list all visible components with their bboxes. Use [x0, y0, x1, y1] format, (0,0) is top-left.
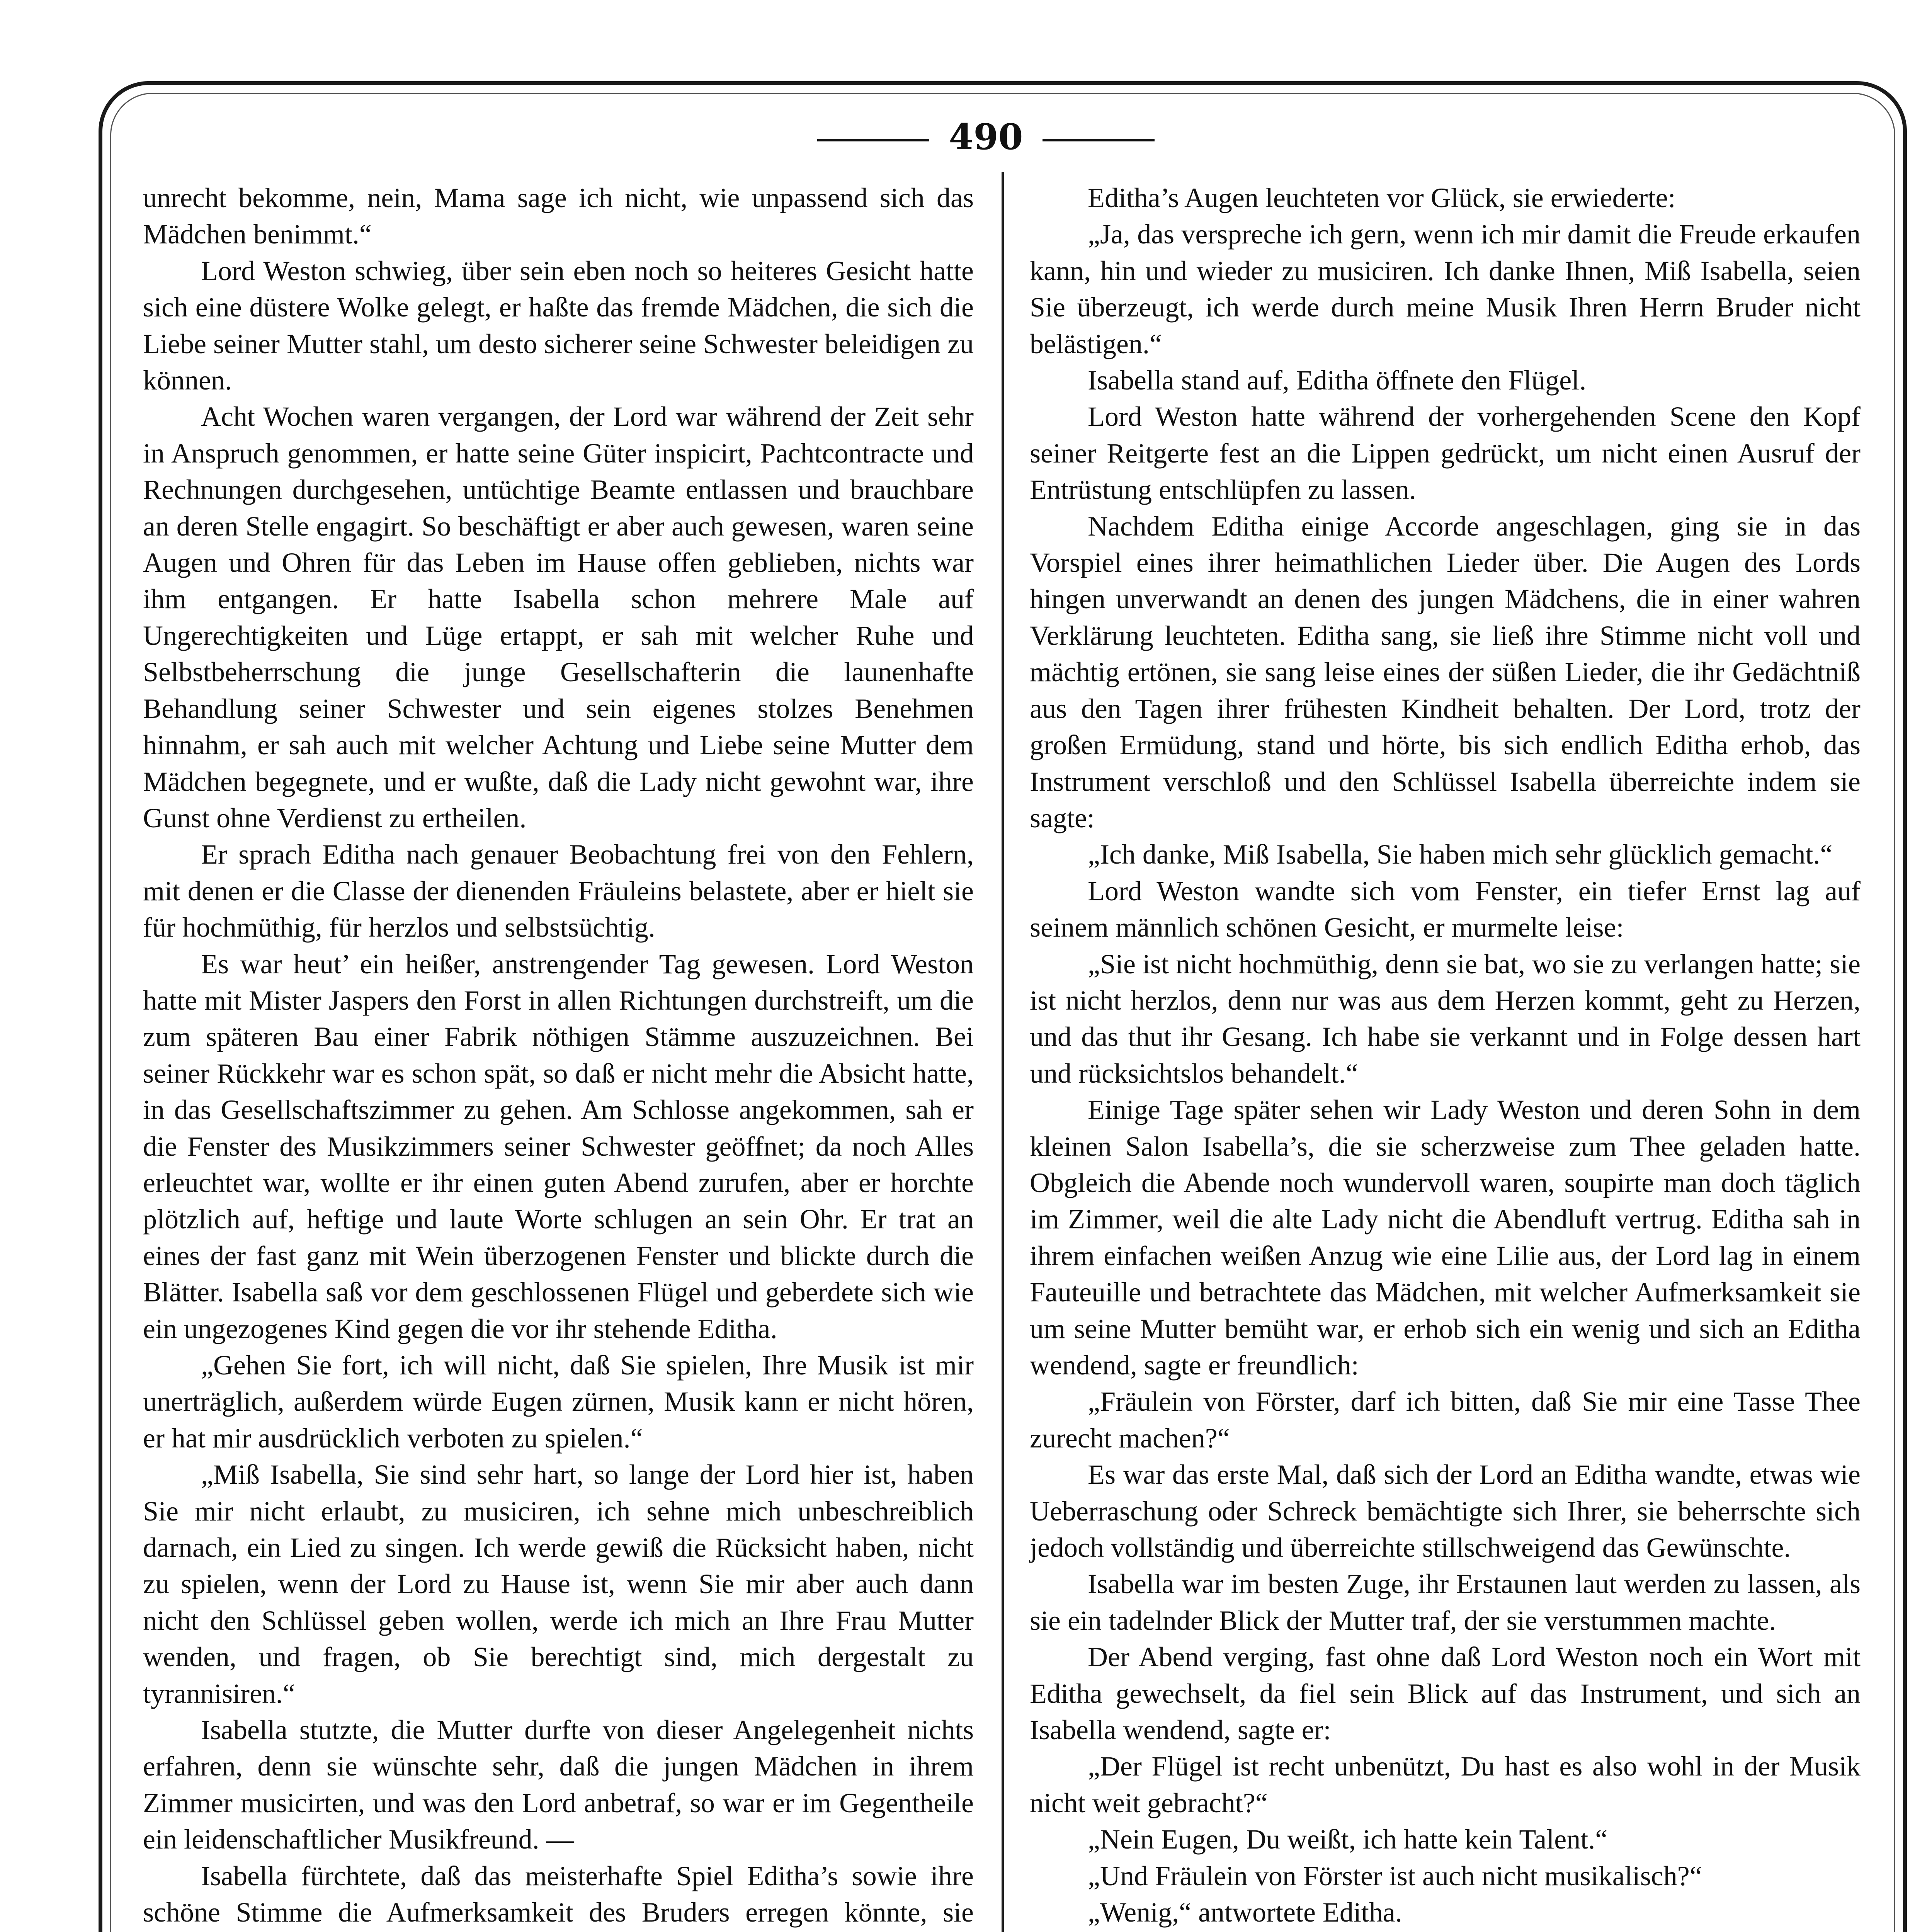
paragraph: „Ich danke, Miß Isabella, Sie haben mich sehr glücklich gemacht.“ [1088, 839, 1833, 870]
paragraph: Isabella stand auf, Editha öffnete den Flügel. [1088, 365, 1587, 396]
paragraph: Einige Tage später sehen wir Lady Weston und deren Sohn in dem kleinen Salon Isabella’s, die sie scherzweise zum Thee geladen hatte. Obgleich die Abende noch wundervoll waren, soupirte man doch täglich im Zimmer, weil die alte Lady nicht die Abendluft vertrug. Editha sah in ihrem einfachen weißen Anzug wie eine Lilie aus, der Lord lag in einem Fauteuille und betrachtete das Mädchen, mit welcher Aufmerksamkeit sie um seine Mutter bemüht war, er erhob sich ein wenig und sich an Editha wendend, sagte er freundlich: [1030, 1094, 1861, 1381]
left-column [143, 180, 974, 1932]
paragraph: Es war heut’ ein heißer, anstrengender Tag gewesen. Lord Weston hatte mit Mister Jaspers den Forst in allen Richtungen durchstreift, um die zum späteren Bau einer Fabrik nöthigen Stämme auszuzeichnen. Bei seiner Rückkehr war es schon spät, so daß er nicht mehr die Absicht hatte, in das Gesellschaftszimmer zu gehen. Am Schlosse angekommen, sah er die Fenster des Musikzimmers seiner Schwester geöffnet; da noch Alles erleuchtet war, wollte er ihr einen guten Abend zurufen, aber er horchte plötzlich auf, heftige und laute Worte schlugen an sein Ohr. Er trat an eines der fast ganz mit Wein überzogenen Fenster und blickte durch die Blätter. Isabella saß vor dem geschlossenen Flügel und geberdete sich wie ein ungezogenes Kind gegen die vor ihr stehende Editha. [143, 948, 974, 1344]
paragraph: „Ja, das verspreche ich gern, wenn ich mir damit die Freude erkaufen kann, hin und wieder zu musiciren. Ich danke Ihnen, Miß Isabella, seien Sie überzeugt, ich werde durch meine Musik Ihren Herrn Bruder nicht belästigen.“ [1030, 219, 1861, 359]
page-number-text: 490 [949, 116, 1023, 158]
paragraph: Er sprach Editha nach genauer Beobachtung frei von den Fehlern, mit denen er die Classe der dienenden Fräuleins belastete, aber er hielt sie für hochmüthig, für herzlos und selbstsüchtig. [143, 839, 974, 943]
paragraph: Isabella fürchtete, daß das meisterhafte Spiel Editha’s sowie ihre schöne Stimme die Aufmerksamkeit des Bruders erregen könnte, sie [143, 1860, 974, 1928]
paragraph: „Nein Eugen, Du weißt, ich hatte kein Talent.“ [1088, 1824, 1608, 1855]
column-divider [1002, 172, 1004, 1932]
paragraph: Isabella war im besten Zuge, ihr Erstaunen laut werden zu lassen, als sie ein tadelnder Blick der Mutter traf, der sie verstummen machte. [1030, 1568, 1861, 1636]
paragraph: Lord Weston schwieg, über sein eben noch so heiteres Gesicht hatte sich eine düstere Wolke gelegt, er haßte das fremde Mädchen, die sich die Liebe seiner Mutter stahl, um desto sicherer seine Schwester beleidigen zu können. [143, 255, 974, 396]
paragraph: „Und Fräulein von Förster ist auch nicht musikalisch?“ [1088, 1860, 1702, 1891]
paragraph: „Gehen Sie fort, ich will nicht, daß Sie spielen, Ihre Musik ist mir unerträglich, außerdem würde Eugen zürnen, Musik kann er nicht hören, er hat mir ausdrücklich verboten zu spielen.“ [143, 1350, 974, 1454]
paragraph: Acht Wochen waren vergangen, der Lord war während der Zeit sehr in Anspruch genommen, er hatte seine Güter inspicirt, Pachtcontracte und Rechnungen durchgesehen, untüchtige Beamte entlassen und brauchbare an deren Stelle engagirt. So beschäftigt er aber auch gewesen, waren seine Augen und Ohren für das Leben im Hause offen geblieben, nichts war ihm entgangen. Er hatte Isabella schon mehrere Male auf Ungerechtigkeiten und Lüge ertappt, er sah mit welcher Ruhe und Selbstbeherrschung die junge Gesellschafterin die launenhafte Behandlung seiner Schwester und sein eigenes stolzes Benehmen hinnahm, er sah auch mit welcher Achtung und Liebe seine Mutter dem Mädchen begegnete, und er wußte, daß die Lady nicht gewohnt war, ihre Gunst ohne Verdienst zu ertheilen. [143, 401, 974, 833]
paragraph: „Fräulein von Förster, darf ich bitten, daß Sie mir eine Tasse Thee zurecht machen?“ [1030, 1386, 1861, 1454]
page-number [0, 116, 1932, 158]
paragraph: „Wenig,“ antwortete Editha. [1088, 1897, 1402, 1928]
paragraph: Lord Weston hatte während der vorhergehenden Scene den Kopf seiner Reitgerte fest an die Lippen gedrückt, um nicht einen Ausruf der Entrüstung entschlüpfen zu lassen. [1030, 401, 1861, 505]
paragraph: Editha’s Augen leuchteten vor Glück, sie erwiederte: [1088, 182, 1676, 213]
paragraph: unrecht bekomme, nein, Mama sage ich nicht, wie unpassend sich das Mädchen benimmt.“ [143, 182, 974, 250]
right-column [1030, 180, 1861, 1932]
page-number-rule-right [1043, 139, 1155, 141]
paragraph: Lord Weston wandte sich vom Fenster, ein tiefer Ernst lag auf seinem männlich schönen Gesicht, er murmelte leise: [1030, 875, 1861, 943]
paragraph: „Sie ist nicht hochmüthig, denn sie bat, wo sie zu verlangen hatte; sie ist nicht herzlos, denn nur was aus dem Herzen kommt, geht zu Herzen, und das thut ihr Gesang. Ich habe sie verkannt und in Folge dessen hart und rücksichtslos behandelt.“ [1030, 948, 1861, 1089]
paragraph: Der Abend verging, fast ohne daß Lord Weston noch ein Wort mit Editha gewechselt, da fiel sein Blick auf das Instrument, und sich an Isabella wendend, sagte er: [1030, 1641, 1861, 1746]
paragraph: „Der Flügel ist recht unbenützt, Du hast es also wohl in der Musik nicht weit gebracht?“ [1030, 1751, 1861, 1818]
paragraph: Isabella stutzte, die Mutter durfte von dieser Angelegenheit nichts erfahren, denn sie wünschte sehr, daß die jungen Mädchen in ihrem Zimmer musicirten, und was den Lord anbetraf, so war er im Gegentheile ein leidenschaftlicher Musikfreund. — [143, 1714, 974, 1855]
paragraph: Nachdem Editha einige Accorde angeschlagen, ging sie in das Vorspiel eines ihrer heimathlichen Lieder über. Die Augen des Lords hingen unverwandt an denen des jungen Mädchens, die in einer wahren Verklärung leuchteten. Editha sang, sie ließ ihre Stimme nicht voll und mächtig ertönen, sie sang leise eines der süßen Lieder, die ihr Gedächtniß aus den Tagen ihrer frühesten Kindheit behalten. Der Lord, trotz der großen Ermüdung, stand und hörte, bis sich endlich Editha erhob, das Instrument verschloß und den Schlüssel Isabella überreichte indem sie sagte: [1030, 510, 1861, 833]
page-number-rule-left [817, 139, 929, 141]
paragraph [1030, 1931, 1861, 1932]
paragraph: „Miß Isabella, Sie sind sehr hart, so lange der Lord hier ist, haben Sie mir nicht erlaubt, zu musiciren, ich sehne mich unbeschreiblich darnach, ein Lied zu singen. Ich werde gewiß die Rücksicht haben, nicht zu spielen, wenn der Lord zu Hause ist, wenn Sie mir aber auch dann nicht den Schlüssel geben wollen, werde ich mich an Ihre Frau Mutter wenden, und fragen, ob Sie berechtigt sind, mich dergestalt zu tyrannisiren.“ [143, 1459, 974, 1709]
paragraph: Es war das erste Mal, daß sich der Lord an Editha wandte, etwas wie Ueberraschung oder Schreck bemächtigte sich Ihrer, sie beherrschte sich jedoch vollständig und überreichte stillschweigend das Gewünschte. [1030, 1459, 1861, 1563]
